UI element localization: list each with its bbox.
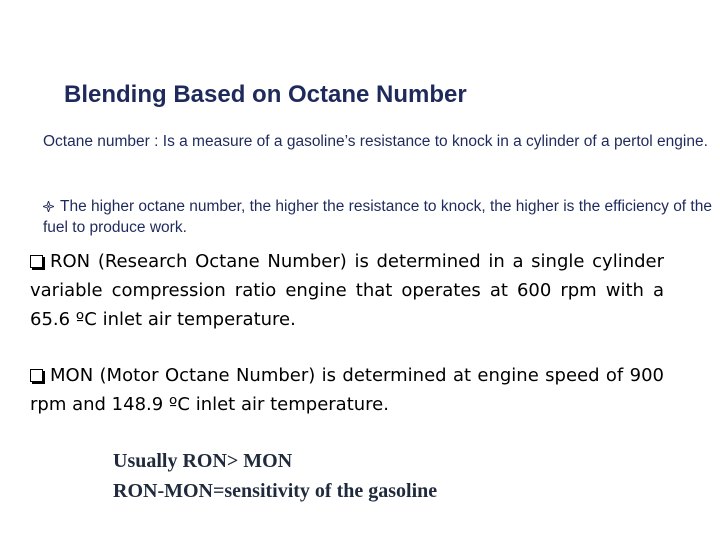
definition-separator: :	[149, 133, 163, 150]
mon-text: MON (Motor Octane Number) is determined at engine speed of 900 rpm and 148.9 ºC inlet air temperature.	[30, 365, 664, 415]
definition-text: Is a measure of a gasoline’s resistance to knock in a cylinder of a pertol engine.	[162, 133, 708, 150]
square-bullet-icon	[30, 255, 43, 268]
bullet-text: The higher octane number, the higher the resistance to knock, the higher is the efficiency of the fuel to produce work.	[43, 198, 712, 236]
note-line-2: RON-MON=sensitivity of the gasoline	[113, 480, 438, 502]
bullet-paragraph	[43, 196, 713, 238]
slide-title: Blending Based on Octane Number	[64, 81, 467, 108]
mon-paragraph	[30, 361, 664, 419]
definition-paragraph	[43, 131, 719, 152]
note-line-1: Usually RON> MON	[113, 450, 293, 472]
ron-text: RON (Research Octane Number) is determined in a single cylinder variable compression ratio engine that operates at 600 rpm with a 65.6 ºC inlet air temperature.	[30, 251, 664, 330]
sensitivity-note	[113, 446, 437, 506]
square-bullet-icon	[30, 369, 43, 382]
definition-term: Octane number	[43, 133, 150, 150]
ron-paragraph	[30, 247, 664, 334]
diamond-bullet-icon	[43, 201, 54, 212]
